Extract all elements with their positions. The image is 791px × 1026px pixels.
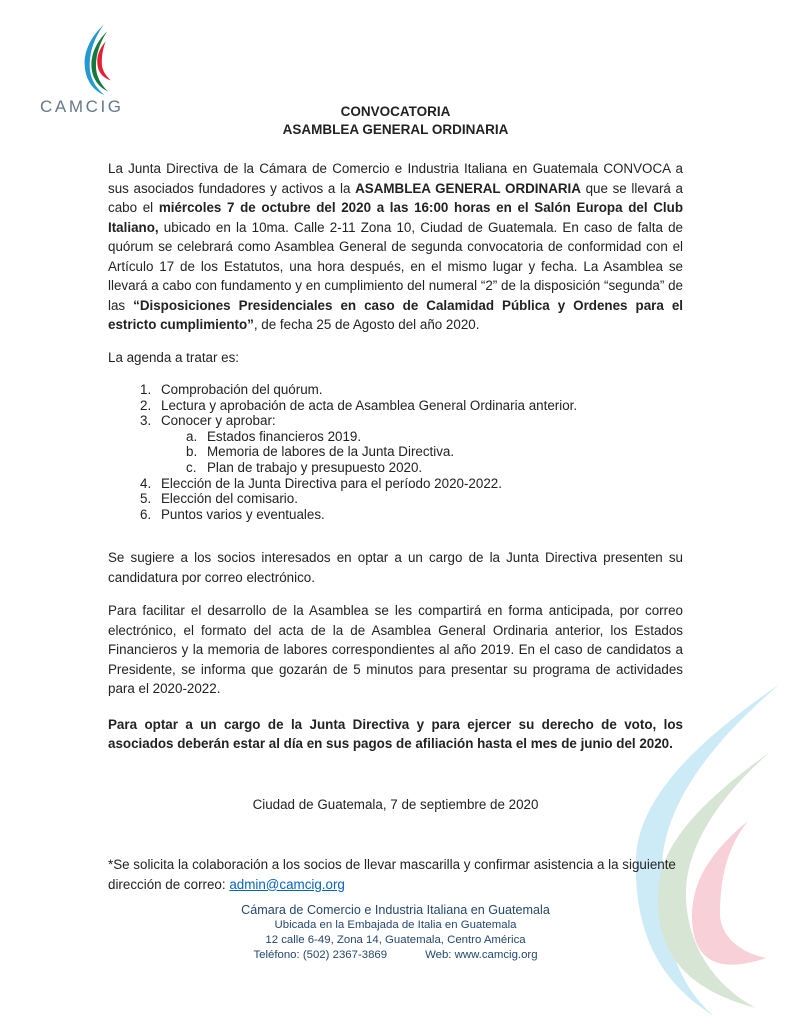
footer-contact bbox=[0, 948, 791, 963]
intro-text: , de fecha 25 de Agosto del año 2020. bbox=[253, 317, 480, 332]
footer-web: Web: www.camcig.org bbox=[425, 949, 538, 961]
agenda-subitem-b bbox=[108, 444, 683, 460]
date-venue-bold: miércoles 7 de octubre del 2020 a las 16:00 horas en el Salón Europa del Club Italiano, bbox=[108, 200, 683, 235]
email-link[interactable]: admin@camcig.org bbox=[229, 876, 345, 892]
camcig-wordmark: CAMCIG bbox=[40, 97, 124, 116]
agenda-item-1 bbox=[108, 382, 683, 398]
agenda-item-4 bbox=[108, 476, 683, 492]
note-text: *Se solicita la colaboración a los socios de llevar mascarilla y confirmar asistencia a la siguiente dirección de correo: bbox=[108, 857, 676, 892]
item-text: Conocer y aprobar: bbox=[161, 413, 276, 429]
footer-address: 12 calle 6-49, Zona 14, Guatemala, Centro América bbox=[265, 934, 526, 946]
intro-paragraph bbox=[108, 159, 683, 335]
facilitate-paragraph: Para facilitar el desarrollo de la Asamblea se les compartirá en forma anticipada, por correo electrónico, el formato del acta de la de Asamblea General Ordinaria anterior, los Estados Financieros y la memoria de labores correspondientes al año 2019. En el caso de candidatos a Presidente, se informa que gozarán de 5 minutos para presentar su programa de actividades para el 2020-2022. bbox=[108, 603, 683, 697]
intro-text: ubicado en la 10ma. Calle 2-11 Zona 10, Ciudad de Guatemala. En caso de falta de quórum se celebrará como Asamblea General de segunda convocatoria de conformidad con el Artículo 17 de los Estatutos, una hora después, en el mismo lugar y fecha. La Asamblea se llevará a cabo con fundamento y en cumplimiento del numeral “2” de la disposición “segunda” de las bbox=[108, 219, 683, 313]
item-text: Memoria de labores de la Junta Directiva. bbox=[207, 444, 455, 460]
item-text: Elección de la Junta Directiva para el período 2020-2022. bbox=[161, 475, 502, 491]
footer-phone: Teléfono: (502) 2367-3869 bbox=[253, 949, 388, 961]
item-number: 6. bbox=[140, 506, 152, 522]
letter-body bbox=[108, 103, 683, 908]
intro-text: La Junta Directiva de la Cámara de Comercio e Industria Italiana en Guatemala CONVOCA a sus asociados fundadores y activos a la bbox=[108, 161, 683, 196]
mask-note-paragraph bbox=[108, 855, 683, 894]
agenda-item-6 bbox=[108, 507, 683, 523]
item-text: Lectura y aprobación de acta de Asamblea General Ordinaria anterior. bbox=[161, 397, 578, 413]
letterhead-footer bbox=[0, 903, 791, 963]
dispositions-bold: “Disposiciones Presidenciales en caso de Calamidad Pública y Ordenes para el estricto cumplimiento” bbox=[108, 297, 683, 332]
footer-location: Ubicada en la Embajada de Italia en Guatemala bbox=[274, 919, 517, 931]
item-text: Elección del comisario. bbox=[161, 491, 298, 507]
intro-text: que se llevará a cabo el bbox=[108, 180, 683, 215]
item-letter: c. bbox=[186, 459, 197, 475]
footer-org-name: Cámara de Comercio e Industria Italiana en Guatemala bbox=[241, 903, 550, 917]
item-number: 5. bbox=[140, 491, 152, 507]
camcig-flame-icon bbox=[77, 24, 123, 96]
agenda-subitem-a bbox=[108, 429, 683, 445]
item-text: Plan de trabajo y presupuesto 2020. bbox=[207, 459, 423, 475]
item-text: Comprobación del quórum. bbox=[161, 382, 323, 397]
title-line-1: CONVOCATORIA bbox=[340, 104, 451, 119]
title-line-2: ASAMBLEA GENERAL ORDINARIA bbox=[282, 122, 509, 137]
item-letter: b. bbox=[186, 444, 198, 460]
agenda-heading: La agenda a tratar es: bbox=[108, 349, 240, 365]
item-number: 4. bbox=[140, 475, 152, 491]
voting-requirement-paragraph: Para optar a un cargo de la Junta Directiva y para ejercer su derecho de voto, los asociados deberán estar al día en sus pagos de afiliación hasta el mes de junio del 2020. bbox=[108, 716, 683, 752]
agenda-item-5 bbox=[108, 491, 683, 507]
assembly-name-bold: ASAMBLEA GENERAL ORDINARIA bbox=[355, 180, 581, 196]
item-text: Puntos varios y eventuales. bbox=[161, 506, 325, 522]
camcig-logo bbox=[40, 24, 140, 117]
item-number: 1. bbox=[140, 382, 152, 397]
agenda-list bbox=[108, 382, 683, 522]
suggestion-paragraph: Se sugiere a los socios interesados en optar a un cargo de la Junta Directiva presenten su candidatura por correo electrónico. bbox=[108, 550, 683, 585]
agenda-subitem-c bbox=[108, 460, 683, 476]
date-line: Ciudad de Guatemala, 7 de septiembre de 2020 bbox=[252, 796, 539, 812]
agenda-item-2 bbox=[108, 398, 683, 414]
item-number: 2. bbox=[140, 397, 152, 413]
document-title bbox=[108, 103, 683, 139]
item-text: Estados financieros 2019. bbox=[207, 428, 362, 444]
item-number: 3. bbox=[140, 413, 152, 429]
item-letter: a. bbox=[186, 428, 198, 444]
agenda-item-3 bbox=[108, 413, 683, 429]
